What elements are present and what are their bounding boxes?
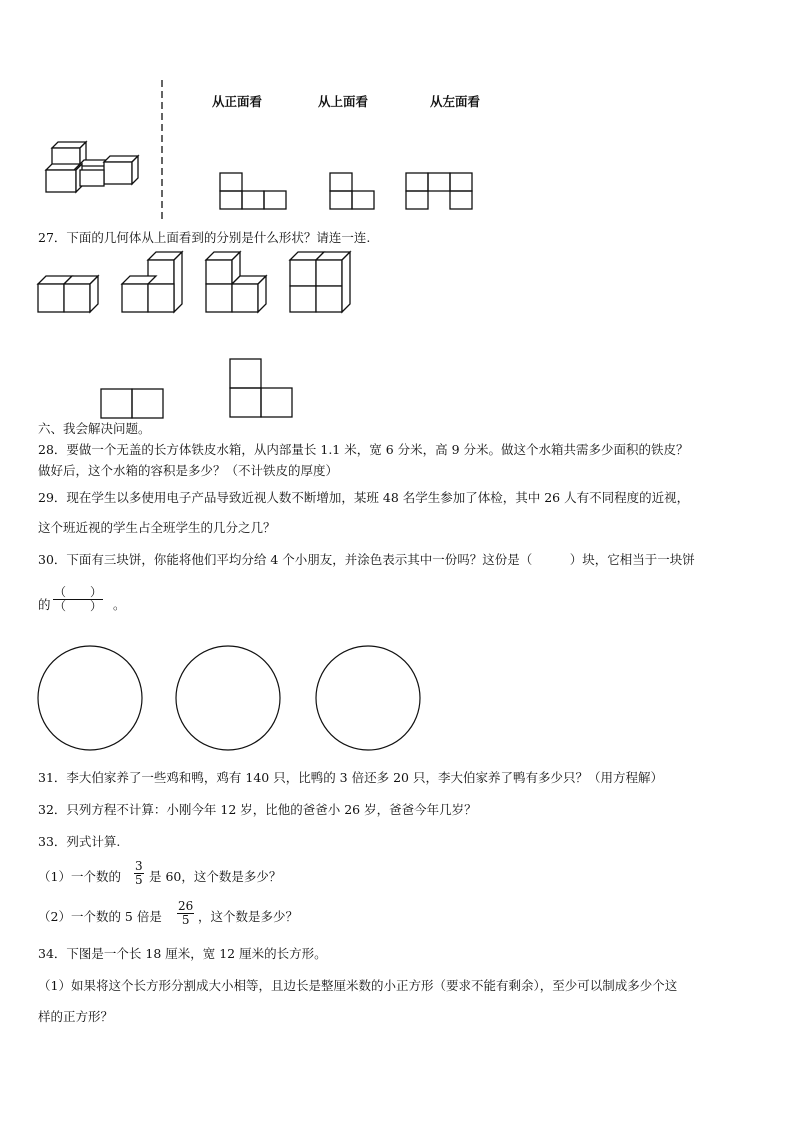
- question-32: 32．只列方程不计算：小刚今年 12 岁，比他的爸爸小 26 岁，爸爸今年几岁？: [38, 802, 477, 817]
- label-left-view: 从左面看: [430, 94, 481, 109]
- label-front-view: 从正面看: [212, 94, 263, 109]
- q27-view-option-1: [100, 388, 166, 420]
- front-view-grid: [220, 173, 290, 213]
- q27-solid-1: [38, 270, 102, 316]
- section-6-heading: 六、我会解决问题。: [38, 421, 151, 436]
- fraction-3-5: [134, 860, 144, 887]
- question-27: 27．下面的几何体从上面看到的分别是什么形状？请连一连.: [38, 230, 371, 245]
- question-31: 31．李大伯家养了一些鸡和鸭，鸡有 140 只，比鸭的 3 倍还多 20 只，李大伯家养了鸭有多少只？（用方程解）: [38, 770, 663, 785]
- question-30-answer-fraction[interactable]: [53, 586, 103, 613]
- question-28-line-1: 28．要做一个无盖的长方体铁皮水箱，从内部量长 1.1 米，宽 6 分米，高 9 分米。做这个水箱共需多少面积的铁皮？: [38, 442, 689, 457]
- pie-circle-3: [316, 646, 420, 750]
- cube-solid-figure: [44, 140, 144, 196]
- fraction-numerator: 3: [135, 859, 143, 873]
- fraction-numerator: 26: [178, 899, 194, 913]
- q27-solid-2: [122, 250, 186, 316]
- question-30-line-1: 30．下面有三块饼，你能将他们平均分给 4 个小朋友，并涂色表示其中一份吗？这份是（ ）块，它相当于一块饼: [38, 552, 695, 567]
- left-view-grid: [406, 173, 476, 213]
- q27-view-option-2: [229, 358, 295, 420]
- question-34-title: 34．下图是一个长 18 厘米，宽 12 厘米的长方形。: [38, 946, 327, 961]
- top-view-grid: [330, 173, 380, 213]
- pie-circles: [36, 645, 426, 755]
- question-30-of: 的: [38, 597, 51, 612]
- label-top-view: 从上面看: [318, 94, 369, 109]
- fraction-denominator-blank[interactable]: （ ）: [54, 599, 103, 613]
- question-33-title: 33．列式计算.: [38, 834, 121, 849]
- question-33-part-2-b: ，这个数是多少？: [198, 909, 299, 924]
- fraction-denominator: 5: [135, 873, 143, 887]
- question-34-part-1-line-1: （1）如果将这个长方形分割成大小相等，且边长是整厘米数的小正方形（要求不能有剩余），至少可以制成多少个这: [38, 978, 678, 993]
- question-34-part-1-line-2: 样的正方形？: [38, 1009, 114, 1024]
- question-33-part-1-a: （1）一个数的: [38, 869, 121, 884]
- question-29-line-1: 29．现在学生以多使用电子产品导致近视人数不断增加，某班 48 名学生参加了体检，其中 26 人有不同程度的近视，: [38, 490, 690, 505]
- question-33-part-1-b: 是 60，这个数是多少？: [149, 869, 282, 884]
- q27-solid-3: [206, 250, 272, 316]
- fraction-denominator: 5: [181, 913, 190, 927]
- dashed-separator: [160, 80, 166, 222]
- fraction-numerator-blank[interactable]: （ ）: [54, 585, 103, 599]
- pie-circle-2: [176, 646, 280, 750]
- question-33-part-2-a: （2）一个数的 5 倍是: [38, 909, 162, 924]
- question-28-line-2: 做好后，这个水箱的容积是多少？（不计铁皮的厚度）: [38, 463, 339, 478]
- question-30-period: 。: [113, 597, 126, 612]
- question-29-line-2: 这个班近视的学生占全班学生的几分之几？: [38, 520, 276, 535]
- pie-circle-1: [38, 646, 142, 750]
- fraction-26-5: [177, 900, 194, 927]
- q27-solid-4: [290, 250, 354, 316]
